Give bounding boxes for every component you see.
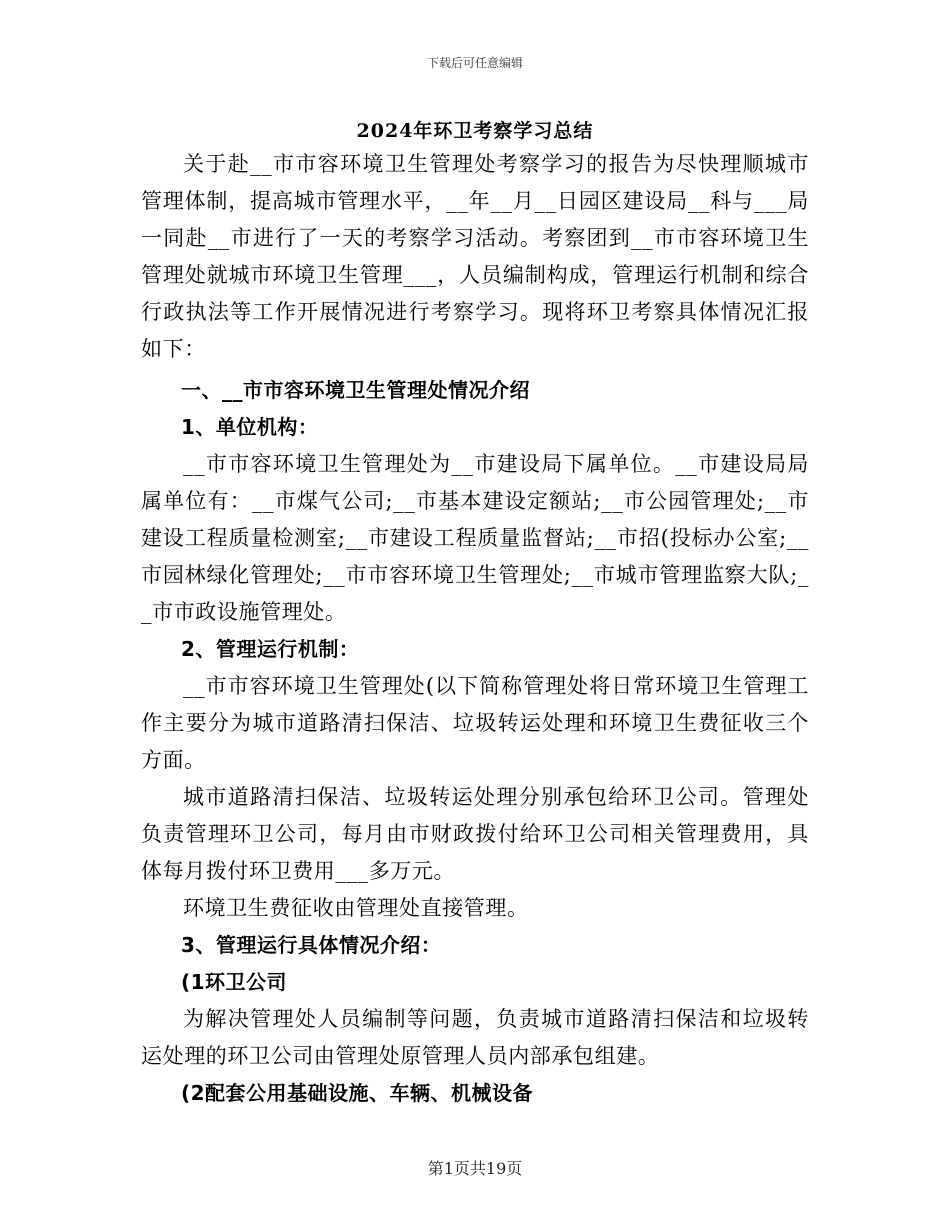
item-heading-facilities: (2配套公用基础设施、车辆、机械设备 (181, 1081, 534, 1105)
header-note: 下载后可任意编辑 (426, 56, 523, 70)
document-title: 2024年环卫考察学习总结 (356, 120, 594, 142)
mechanism-paragraph-3: 环境卫生费征收由管理处直接管理。 (183, 896, 529, 920)
intro-paragraph: 关于赴__市市容环境卫生管理处考察学习的报告为尽快理顺城市管理体制，提高城市管理水平，__年__月__日园区建设局__科与___局一同赴__市进行了一天的考察学习活动。考察团到__市市容环境卫生管理处就城市环境卫生管理___，人员编制构成，管理运行机制和综合行政执法等工作开展情况进行考察学习。现将环卫考察具体情况汇报如下： (141, 152, 809, 361)
mechanism-paragraph-1: __市市容环境卫生管理处(以下简称管理处将日常环境卫生管理工作主要分为城市道路清扫保洁、垃圾转运处理和环境卫生费征收三个方面。 (141, 674, 809, 772)
subsection-heading-units: 1、单位机构： (181, 415, 319, 439)
item-heading-company: (1环卫公司 (181, 970, 288, 994)
company-paragraph: 为解决管理处人员编制等问题，负责城市道路清扫保洁和垃圾转运处理的环卫公司由管理处原管理人员内部承包组建。 (141, 1007, 809, 1068)
subsection-heading-details: 3、管理运行具体情况介绍： (181, 933, 442, 957)
units-paragraph: __市市容环境卫生管理处为__市建设局下属单位。__市建设局局属单位有：__市煤气公司;__市基本建设定额站;__市公园管理处;__市建设工程质量检测室;__市建设工程质量监督站;__市招(投标办公室;__市园林绿化管理处;__市市容环境卫生管理处;__市城市管理监察大队;__市市政设施管理处。 (141, 452, 809, 624)
section-heading-1: 一、__市市容环境卫生管理处情况介绍 (181, 378, 530, 402)
document-body (141, 146, 809, 1112)
subsection-heading-mechanism: 2、管理运行机制： (181, 637, 360, 661)
page-number-footer: 第1页共19页 (427, 1159, 523, 1178)
mechanism-paragraph-2: 城市道路清扫保洁、垃圾转运处理分别承包给环卫公司。管理处负责管理环卫公司，每月由市财政拨付给环卫公司相关管理费用，具体每月拨付环卫费用___多万元。 (141, 785, 809, 883)
